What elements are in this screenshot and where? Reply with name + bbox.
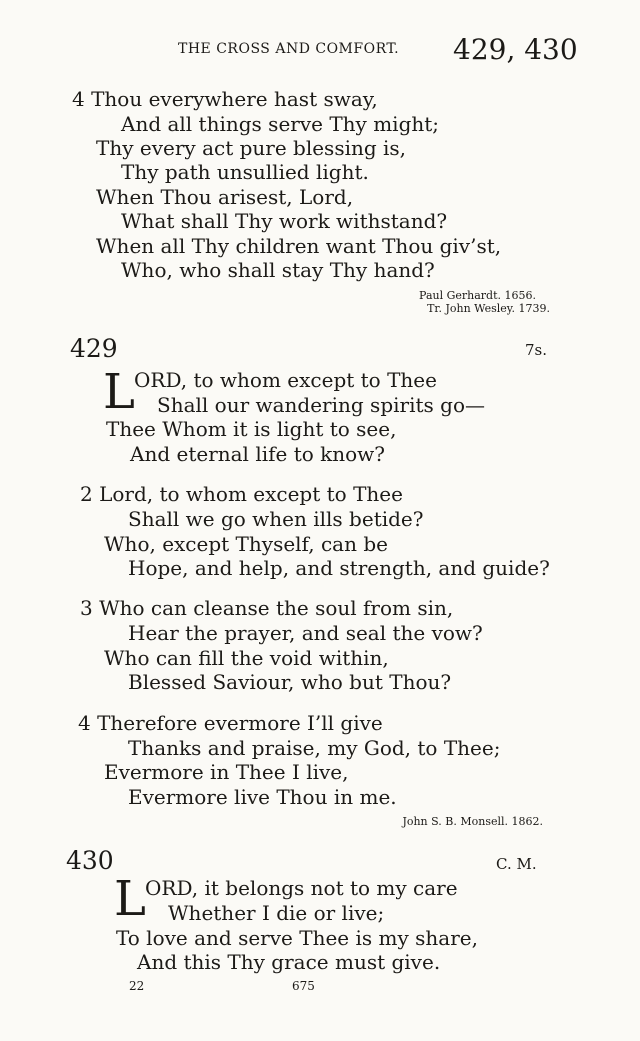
signature-mark: 22 — [129, 979, 145, 993]
verse-line: Who can fill the void within, — [104, 646, 389, 670]
verse-line: When all Thy children want Thou giv’st, — [96, 234, 502, 258]
page-number: 675 — [292, 979, 315, 993]
verse-line: Whether I die or live; — [168, 901, 385, 925]
author-attribution: John S. B. Monsell. 1862. — [402, 815, 543, 828]
verse-line: 4 Thou everywhere hast sway, — [72, 87, 378, 111]
drop-cap: L — [103, 364, 135, 420]
verse-line: Thy every act pure blessing is, — [96, 136, 407, 160]
verse-line: 3 Who can cleanse the soul from sin, — [80, 596, 454, 620]
verse-line: Shall our wandering spirits go— — [157, 393, 485, 417]
hymn-number: 430 — [66, 846, 114, 875]
verse-line: Who, except Thyself, can be — [104, 532, 388, 556]
hymn-number: 429 — [70, 334, 118, 363]
verse-line: Blessed Saviour, who but Thou? — [128, 670, 452, 694]
verse-line: And all things serve Thy might; — [121, 112, 440, 136]
verse-line: Hear the prayer, and seal the vow? — [128, 621, 483, 645]
hymn-meter: 7s. — [525, 341, 548, 359]
verse-line: ORD, it belongs not to my care — [145, 876, 458, 900]
verse-line: When Thou arisest, Lord, — [96, 185, 354, 209]
author-attribution: Paul Gerhardt. 1656. — [419, 289, 536, 302]
verse-line: Hope, and help, and strength, and guide? — [128, 556, 550, 580]
verse-line: And this Thy grace must give. — [137, 950, 441, 974]
drop-cap: L — [114, 871, 146, 927]
verse-line: What shall Thy work withstand? — [121, 209, 448, 233]
verse-line: Thanks and praise, my God, to Thee; — [128, 736, 501, 760]
verse-line: Thy path unsullied light. — [121, 160, 369, 184]
verse-line: 4 Therefore evermore I’ll give — [78, 711, 383, 735]
verse-line: 2 Lord, to whom except to Thee — [80, 482, 403, 506]
verse-line: Thee Whom it is light to see, — [106, 417, 397, 441]
verse-line: Who, who shall stay Thy hand? — [121, 258, 435, 282]
verse-line: ORD, to whom except to Thee — [134, 368, 437, 392]
verse-line: Evermore in Thee I live, — [104, 760, 349, 784]
verse-line: Shall we go when ills betide? — [128, 507, 424, 531]
verse-line: Evermore live Thou in me. — [128, 785, 397, 809]
verse-line: And eternal life to know? — [130, 442, 386, 466]
hymn-meter: C. M. — [496, 855, 537, 873]
verse-line: To love and serve Thee is my share, — [116, 926, 478, 950]
running-header-hymn-numbers: 429, 430 — [453, 33, 578, 66]
running-header-title: THE CROSS AND COMFORT. — [178, 41, 400, 57]
translator-attribution: Tr. John Wesley. 1739. — [427, 302, 550, 315]
